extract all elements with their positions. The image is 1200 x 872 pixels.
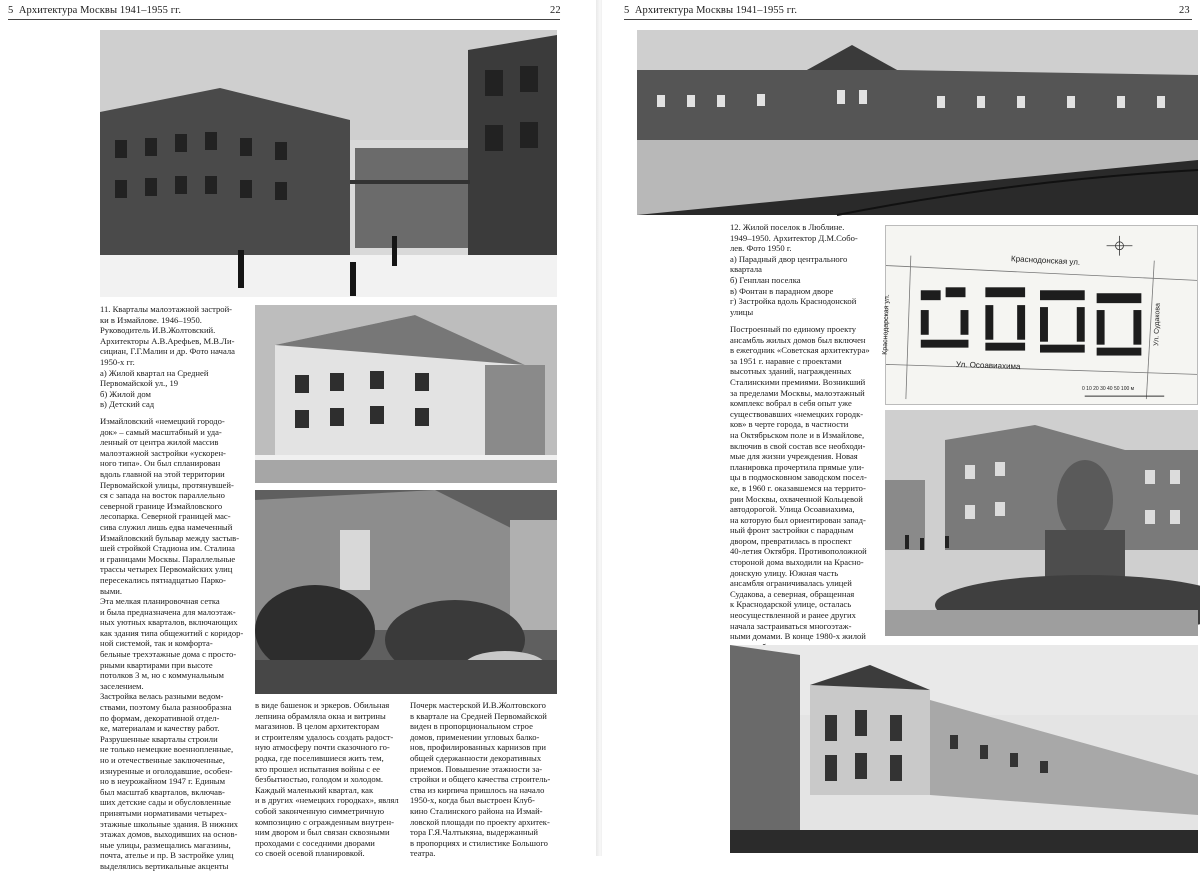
plan-label-osoaviakhima: Ул. Осоавиахима: [955, 359, 1021, 372]
chapter-number: 5: [624, 5, 630, 16]
chapter-number: 5: [8, 5, 14, 16]
photo-fountain: [885, 410, 1198, 636]
header-rule: [624, 19, 1192, 20]
figure-caption: [730, 222, 880, 317]
site-plan: [881, 225, 1198, 405]
photo-residential-house: [255, 305, 557, 483]
caption-text: 11. Кварталы малоэтажной застрой- ки в Измайлове. 1946–1950. Руководитель И.В.Жолтовский. Архитекторы А.В.Арефьев, М.В.Ли- сициан, Г.Г.Малин и др. Фото начала 1950-х гг. а) Жилой квартал на Средней Первомайской ул., 19 б) Жилой дом в) Детский сад: [100, 304, 235, 410]
body-text: Измайловский «немецкий городо- док» – самый масштабный и уда- ленный от центра жилой массив малоэтажной застройки «ускорен- ного типа». Он был спланирован вдоль главной на этой территории Первомайской улицы, протянувшей- ся с запада на восток параллельно северной границе Измайловского лесопарка. Северной границей мас- сива служил лишь едва намеченный Измайловский бульвар между застыв- шей стройкой Стадиона им. Сталина и границами Москвы. Параллельные трассы четырех Первомайских улиц пересекались пятнадцатью Парко- выми. Эта мелкая планировочная сетка и была предназначена для малоэтаж- ных уютных кварталов, включающих как здания типа общежитий с коридор- ной системой, так и комфорта- бельные трехэтажные дома с просто- рными квартирами при высоте потолков 3 м, но с коммунальным заселением. Застройка велась разными ведом- ствами, поэтому была разнообразна по формам, декоративной отдел- ке, материалам и качеству работ. Разрушенные кварталы строили не только немецкие военнопленные, но и отечественные заключенные, изнуренные и оголодавшие, особен- но в неурожайном 1947 г. Единым был масштаб кварталов, включав- ших детские сады и обусловленные принятыми нормативами четырех- этажные школьные здания. В нижних этажах домов, выходивших на основ- ные улицы, размещались магазины, почта, ателье и пр. В застройке улиц выделялись вертикальные акценты: [100, 416, 244, 871]
plan-scale-bar: 0 10 20 30 40 50 100 м: [1082, 386, 1135, 392]
right-page: [602, 0, 1200, 856]
plan-label-krasnodonskaya: Краснодонская ул.: [1010, 254, 1081, 267]
body-text-column: [730, 324, 882, 652]
photo-residential-quarter: [100, 30, 557, 297]
header-rule: [8, 19, 560, 20]
figure-caption: [100, 304, 250, 410]
left-page: [0, 0, 598, 871]
body-text: Почерк мастерской И.В.Жолтовского в квартале на Средней Первомайской виден в пропорциональном строе домов, применении угловых балко- нов, профилированных карнизов при общей сдержанности декоративных приемов. Повышение этажности за- стройки и общего качества строитель- ства из кирпича пришлось на начало 1950-х, когда был выстроен Клуб- кино Сталинского района на Измай- ловской площади по проекту архитек- тора Г.Я.Чалтыкяна, выдержанный в пропорциях и стилистике Большого театра.: [410, 700, 551, 859]
running-header: [624, 5, 797, 16]
body-text-column-2: [255, 700, 405, 859]
running-header: [8, 5, 181, 16]
body-text-column-1: [100, 416, 250, 872]
plan-label-krasnodarskaya: Краснодарская ул.: [881, 294, 891, 355]
caption-text: 12. Жилой поселок в Люблине. 1949–1950. Архитектор Д.М.Собо- лев. Фото 1950 г. а) Парадный двор центрального квартала б) Генплан поселка в) Фонтан в парадном дворе г) Застройка вдоль Краснодонской улицы: [730, 222, 858, 317]
photo-kindergarten: [255, 490, 557, 694]
body-text: в виде башенок и эркеров. Обильная лепнина обрамляла окна и витрины магазинов. В целом архитекторам и строителям удалось создать радост- ную атмосферу почти сказочного го- родка, где поселившиеся жить тем, кто прошел испытания войны с ее безбытностью, голодом и холодом. Каждый маленький квартал, как и в других «немецких городках», являл собой законченную симметричную композицию с огражденным внутрен- ним двором и был связан сквозными проходами с соседними дворами со своей осевой планировкой.: [255, 700, 399, 859]
page-number: 22: [550, 5, 561, 16]
photo-krasnodonskaya-street: [730, 645, 1198, 853]
photo-parade-courtyard: [637, 30, 1198, 215]
page-number: 23: [1179, 5, 1190, 16]
body-text: Построенный по единому проекту ансамбль жилых домов был включен в ежегодник «Советская архитектура» за 1951 г. наравне с проектами высотных зданий, награжденных Сталинскими премиями. Возникший за пределами Москвы, малоэтажный комплекс вобрал в себя опыт уже существовавших «немецких городк- ков» в черте города, в частности на Октябрьском поле и в Измайлове, включив в свой состав все необходи- мые для жизни учреждения. Новая планировка прочертила прямые ули- цы в подмосковном заводском посел- ке, в 1960 г. оказавшемся на террито- рии Москвы, охваченной Кольцевой автодорогой. Улица Осоавиахима, на которую был ориентирован запад- ный фронт застройки с парадным двором, превратилась в проспект 40-летия Октября. Противоположной стороной дома выходили на Красно- донскую улицу. Южная часть ансамбля ограничивалась улицей Судакова, а северная, обращенная к Краснодарской улице, осталась неосуществленной и ранее других начала застраиваться многоэтаж- ными домами. В конце 1980-х жилой: [730, 324, 870, 642]
running-title: Архитектура Москвы 1941–1955 гг.: [18, 5, 182, 16]
plan-label-sudakova: Ул. Судакова: [1153, 302, 1162, 347]
running-title: Архитектура Москвы 1941–1955 гг.: [634, 5, 798, 16]
body-text-column-3: [410, 700, 560, 859]
